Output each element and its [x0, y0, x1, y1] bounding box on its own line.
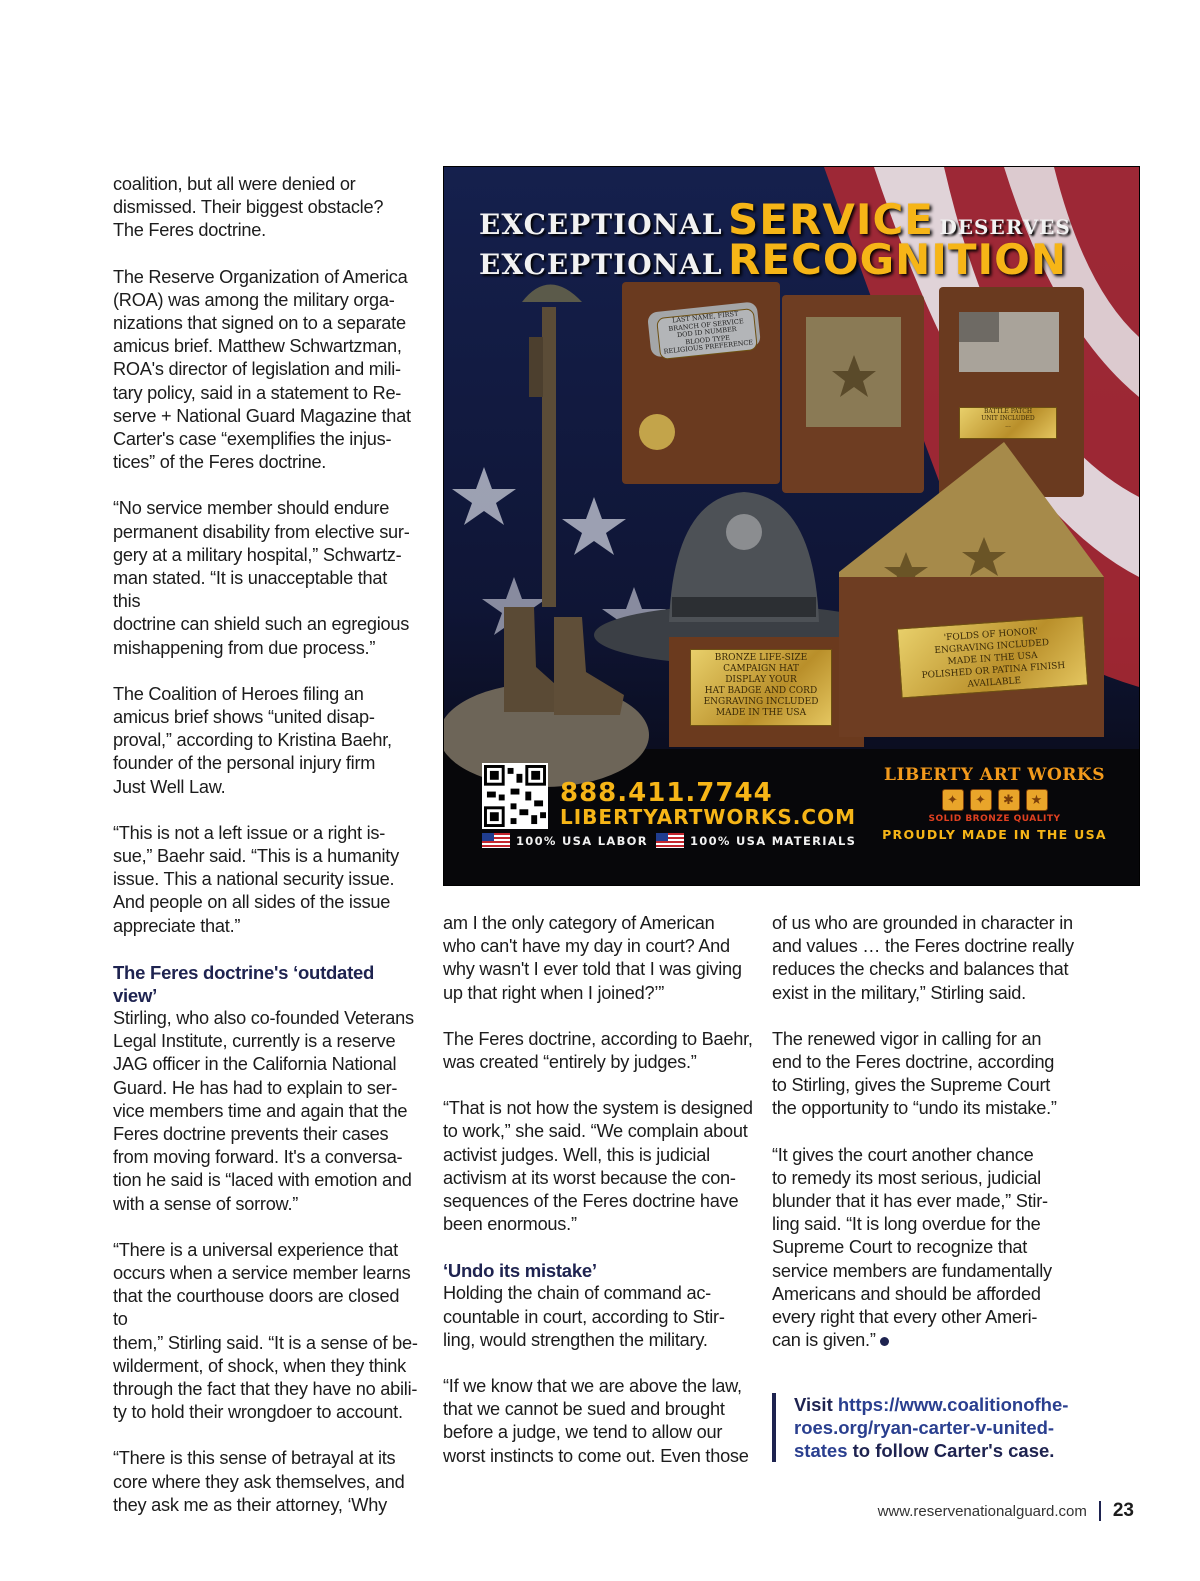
paragraph: “That is not how the system is designed to work,” she said. “We complain about activist judges. Well, this is judicial activism at its worst because the con- sequences of the Feres doctrine have been enormous.”: [443, 1098, 753, 1235]
paragraph: coalition, but all were denied or dismissed. Their biggest obstacle? The Feres doctrine.: [113, 174, 384, 241]
ad-headline-emphasis: RECOGNITION: [728, 235, 1067, 284]
end-mark-icon: [880, 1337, 889, 1346]
section-heading: ‘Undo its mistake’: [443, 1260, 597, 1282]
brand-badges: [882, 789, 1107, 811]
brand-quality: SOLID BRONZE QUALITY: [928, 814, 1061, 824]
brand-logo: [882, 765, 1107, 842]
page-number: 23: [1112, 1500, 1134, 1521]
paragraph: “There is a universal experience that occurs when a service member learns that the courthouse doors are closed to them,” Stirling said. “It is a sense of be- wilderment, of shock, when they think through the fact that they have no abili- ty to hold their wrongdoer to account.: [113, 1239, 418, 1423]
paragraph: “No service member should endure permanent disability from elective sur- gery at a military hospital,” Schwartz- man stated. “It is unacceptable that this doctrine can shield such an egregious mishappening from due process.”: [113, 498, 410, 658]
badge-icon: ✦: [942, 789, 964, 811]
usa-materials-badge: [656, 833, 856, 848]
paragraph: Stirling, who also co-founded Veterans Legal Institute, currently is a reserve JAG officer in the California National Guard. He has had to explain to ser- vice members time and again that the Feres doctrine prevents their cases from moving forward. It's a conversa- tion he said is “laced with emotion and with a sense of sorrow.”: [113, 1007, 414, 1214]
paragraph: “If we know that we are above the law, that we cannot be sued and brought before a judge, we tend to allow our worst instincts to come out. Even those: [443, 1376, 749, 1466]
plaque-plate: BATTLE PATCH UNIT INCLUDED ...: [959, 407, 1057, 439]
dog-tag: LAST NAME, FIRST BRANCH OF SERVICE DOD ID NUMBER BLOOD TYPE RELIGIOUS PREFERENCE: [656, 308, 758, 360]
footer-website[interactable]: www.reservenationalguard.com: [877, 1502, 1087, 1520]
qr-code-graphic: [484, 765, 546, 827]
section-heading: The Feres doctrine's ‘outdated view’: [113, 961, 375, 1006]
ad-website[interactable]: LIBERTYARTWORKS.COM: [560, 805, 856, 829]
article-column-2: [443, 912, 753, 1491]
brand-name: LIBERTY ART WORKS: [884, 765, 1105, 785]
advertisement[interactable]: [443, 166, 1140, 886]
callout-link[interactable]: https://www.coalitionofhe- roes.org/ryan-carter-v-united- states: [794, 1394, 1069, 1461]
ad-phone-number[interactable]: 888.411.7744: [560, 778, 773, 808]
callout-box: [772, 1393, 1094, 1462]
paragraph: The Reserve Organization of America (ROA) was among the military orga- nizations that signed on to a separate amicus brief. Matthew Schwartzman, ROA's director of legislation and mili- tary policy, said in a statement to Re- serve + National Guard Magazine that Carter's case “exemplifies the injus- tices” of the Feres doctrine.: [113, 266, 411, 473]
article-column-3: [772, 912, 1082, 1375]
brand-tagline: PROUDLY MADE IN THE USA: [882, 827, 1107, 842]
callout-lead: Visit: [794, 1394, 838, 1415]
ad-headline-word: DESERVES: [939, 215, 1071, 239]
paragraph-text: “It gives the court another chance to remedy its most serious, judicial blunder that it has ever made,” Stir- ling said. “It is long overdue for the Supreme Court to recognize that service members are fundamentally Americans and should be afforded every right that every other Ameri- can is given.”: [772, 1144, 1052, 1351]
page-footer: [878, 1500, 1134, 1522]
paragraph: Holding the chain of command ac- countable in court, according to Stir- ling, would strengthen the military.: [443, 1283, 725, 1350]
usa-labor-badge: [482, 833, 648, 848]
ad-headline-word: EXCEPTIONAL: [479, 248, 723, 281]
star-badge-icon: ★: [1026, 789, 1048, 811]
paragraph: The Coalition of Heroes filing an amicus brief shows “united disap- proval,” according to Kristina Baehr, founder of the personal injury firm Just Well Law.: [113, 683, 392, 797]
paragraph: am I the only category of American who can't have my day in court? And why wasn't I ever told that I was giving up that right when I joined?’”: [443, 913, 742, 1003]
badge-icon: ✱: [998, 789, 1020, 811]
ad-headline-word: EXCEPTIONAL: [479, 208, 723, 241]
us-flag-icon: [482, 833, 510, 848]
ad-headline-line2: [479, 235, 1067, 284]
paragraph: “This is not a left issue or a right is- sue,” Baehr said. “This is a humanity issue. This a national security issue. And people on all sides of the issue appreciate that.”: [113, 822, 399, 936]
paragraph: of us who are grounded in character in and values … the Feres doctrine really reduces the checks and balances that exist in the military,” Stirling said.: [772, 913, 1074, 1003]
paragraph: [772, 1144, 1082, 1353]
ad-headline-emphasis: SERVICE: [728, 195, 934, 244]
article-column-1: [113, 173, 418, 1540]
qr-code-icon[interactable]: [482, 763, 548, 829]
paragraph: “There is this sense of betrayal at its core where they ask themselves, and they ask me as their attorney, ‘Why: [113, 1448, 405, 1515]
footer-divider: [1099, 1501, 1101, 1521]
us-flag-icon: [656, 833, 684, 848]
callout-tail: to follow Carter's case.: [847, 1440, 1055, 1461]
usa-labor-label: 100% USA LABOR: [516, 833, 648, 848]
hat-display-plate: BRONZE LIFE-SIZE CAMPAIGN HAT DISPLAY YOUR HAT BADGE AND CORD ENGRAVING INCLUDED MADE IN THE USA: [690, 649, 832, 726]
usa-materials-label: 100% USA MATERIALS: [690, 833, 857, 848]
badge-icon: ✦: [970, 789, 992, 811]
flag-display-plate: 'FOLDS OF HONOR' ENGRAVING INCLUDED MADE IN THE USA POLISHED OR PATINA FINISH AVAILABLE: [897, 616, 1088, 699]
paragraph: The renewed vigor in calling for an end to the Feres doctrine, according to Stirling, gives the Supreme Court the opportunity to “undo its mistake.”: [772, 1028, 1057, 1119]
paragraph: The Feres doctrine, according to Baehr, was created “entirely by judges.”: [443, 1028, 753, 1073]
